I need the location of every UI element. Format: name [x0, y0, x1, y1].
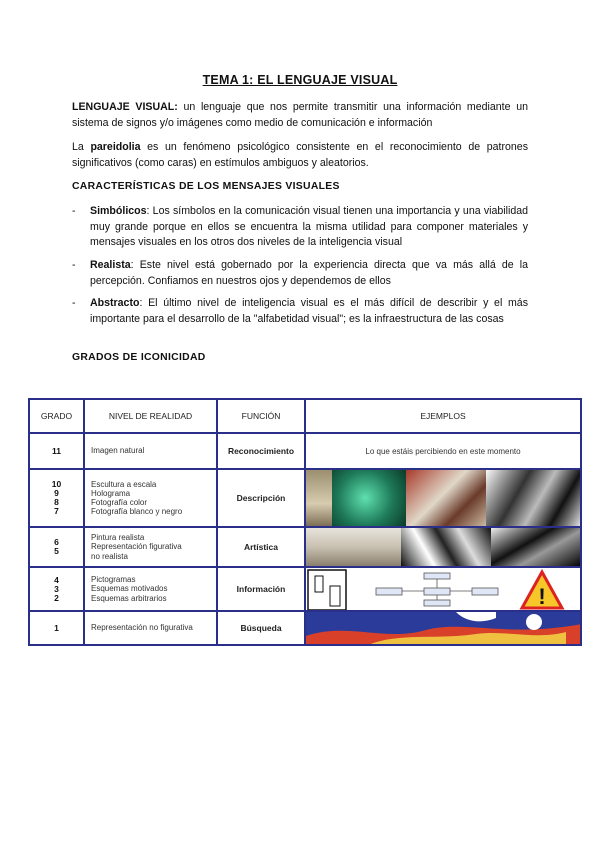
bottle-icon	[330, 586, 340, 606]
bottle-icon	[315, 576, 323, 592]
bw-photo	[486, 470, 581, 526]
pareidolia-pre: La	[72, 141, 91, 153]
cell-grado: 11	[29, 433, 84, 469]
table-row	[29, 567, 581, 611]
cell-grado: 4 3 2	[29, 567, 84, 611]
grados-iconicidad-table	[28, 398, 580, 648]
cell-nivel: Imagen natural	[84, 433, 217, 469]
bullet-text: : Este nivel está gobernado por la experiencia directa que va más allá de la percepción. Confiamos en nuestros ojos y dependemos de ellos	[90, 259, 528, 287]
bullet-dash: -	[72, 259, 76, 271]
table-row	[29, 433, 581, 469]
cell-ejemplo-images	[305, 527, 581, 567]
cell-grado: 10 9 8 7	[29, 469, 84, 527]
header-grado: GRADO	[29, 399, 84, 433]
section-heading-caracteristicas: CARACTERÍSTICAS DE LOS MENSAJES VISUALES	[72, 181, 340, 192]
scheme-diagram	[376, 573, 498, 606]
header-funcion: FUNCIÓN	[217, 399, 305, 433]
cell-funcion: Búsqueda	[217, 611, 305, 645]
bullet-text: : El último nivel de inteligencia visual es el más difícil de describir y el más importante para el desarrollo de la "alfabetidad visual"; es la infraestructura de las cosas	[90, 297, 528, 325]
bullet-term: Simbólicos	[90, 205, 147, 217]
bullet-text: : Los símbolos en la comunicación visual tienen una importancia y una viabilidad muy grande porque en ellos se encuentra la misma utilidad para componer materiales y mensajes visuales en los otros dos niveles de la inteligencia visual	[90, 205, 528, 248]
table-row	[29, 469, 581, 527]
table-row	[29, 527, 581, 567]
term-lenguaje-visual: LENGUAJE VISUAL:	[72, 101, 178, 113]
cell-ejemplo-images	[305, 567, 581, 611]
bullet-abstracto	[72, 296, 528, 327]
cell-nivel: Pictogramas Esquemas motivados Esquemas arbitrarios	[84, 567, 217, 611]
sculpture-photo	[306, 470, 332, 526]
bullet-term: Abstracto	[90, 297, 140, 309]
definition-text: un lenguaje que nos permite transmitir una información mediante un sistema de signos y/o imágenes como medio de comunicación e información	[72, 101, 528, 129]
bullet-realista	[72, 258, 528, 289]
table-header-row	[29, 399, 581, 433]
cell-nivel: Pintura realista Representación figurativa no realista	[84, 527, 217, 567]
pictogram-examples	[306, 568, 581, 611]
header-nivel: NIVEL DE REALIDAD	[84, 399, 217, 433]
cell-ejemplo: Lo que estáis percibiendo en este momento	[305, 433, 581, 469]
cell-nivel: Representación no figurativa	[84, 611, 217, 645]
cell-grado: 1	[29, 611, 84, 645]
bullet-term: Realista	[90, 259, 131, 271]
figurative-painting-2	[491, 528, 581, 566]
abstract-art	[306, 612, 581, 645]
exclamation-glyph: !	[538, 584, 546, 609]
section-heading-grados: GRADOS DE ICONICIDAD	[72, 352, 206, 363]
cell-ejemplo-images	[305, 611, 581, 645]
bullet-dash: -	[72, 297, 76, 309]
cell-ejemplo-images	[305, 469, 581, 527]
figurative-painting	[401, 528, 491, 566]
hologram-photo	[332, 470, 406, 526]
cell-funcion: Reconocimiento	[217, 433, 305, 469]
realistic-painting	[306, 528, 401, 566]
definition-text: es un fenómeno psicológico consistente en el reconocimiento de patrones significativos (como caras) en estímulos ambiguos y aleatorios.	[72, 141, 528, 169]
cell-nivel: Escultura a escala Holograma Fotografía color Fotografía blanco y negro	[84, 469, 217, 527]
table-row	[29, 611, 581, 645]
term-pareidolia: pareidolia	[90, 141, 141, 153]
bullet-dash: -	[72, 205, 76, 217]
cell-funcion: Artística	[217, 527, 305, 567]
bullet-simbolicos	[72, 204, 528, 251]
cell-funcion: Información	[217, 567, 305, 611]
cell-grado: 6 5	[29, 527, 84, 567]
definition-lenguaje-visual	[72, 100, 528, 131]
page-title: TEMA 1: EL LENGUAJE VISUAL	[202, 73, 398, 87]
header-ejemplos: EJEMPLOS	[305, 399, 581, 433]
cell-funcion: Descripción	[217, 469, 305, 527]
color-photo	[406, 470, 486, 526]
definition-pareidolia	[72, 140, 528, 171]
